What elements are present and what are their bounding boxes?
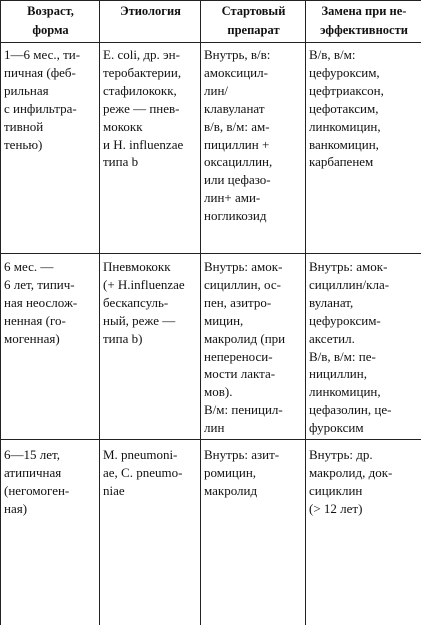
cell-age-form: 1—6 мес., ти- пичная (феб- рильная с инфильтра- тивной тенью) bbox=[1, 43, 100, 254]
header-starting-drug: Стартовый препарат bbox=[201, 1, 306, 43]
table-row bbox=[1, 440, 421, 625]
header-age-form: Возраст, форма bbox=[1, 1, 100, 43]
table-row bbox=[1, 254, 421, 440]
cell-starting-drug: Внутрь: азит- ромицин, макролид bbox=[201, 440, 306, 625]
cell-etiology: E. coli, др. эн- теробактерии, стафилококк, реже — пнев- мококк и H. influenzae типа b bbox=[100, 43, 201, 254]
header-etiology: Этиология bbox=[100, 1, 201, 43]
cell-age-form: 6 мес. — 6 лет, типич- ная неослож- ненная (го- могенная) bbox=[1, 254, 100, 440]
header-replacement-if-ineffective: Замена при не- эффективности bbox=[306, 1, 421, 43]
cell-age-form: 6—15 лет, атипичная (негомоген- ная) bbox=[1, 440, 100, 625]
cell-starting-drug: Внутрь: амок- сициллин, ос- пен, азитро- мицин, макролид (при непереноси- мости лакта- мов). В/м: пеницил- лин bbox=[201, 254, 306, 440]
cell-replacement: Внутрь: амок- сициллин/кла- вуланат, цефуроксим- аксетил. В/в, в/м: пе- нициллин, линкомицин, цефазолин, це- фуроксим bbox=[306, 254, 421, 440]
table-header-row bbox=[1, 1, 421, 43]
cell-replacement: Внутрь: др. макролид, док- сициклин (> 12 лет) bbox=[306, 440, 421, 625]
cell-replacement: В/в, в/м: цефуроксим, цефтриаксон, цефотаксим, линкомицин, ванкомицин, карбапенем bbox=[306, 43, 421, 254]
cell-etiology: M. pneumoni- ae, C. pneumo- niae bbox=[100, 440, 201, 625]
table-row bbox=[1, 43, 421, 254]
cell-etiology: Пневмококк (+ H.influenzae бескапсуль- ный, реже — типа b) bbox=[100, 254, 201, 440]
cell-starting-drug: Внутрь, в/в: амоксицил- лин/ клавуланат в/в, в/м: ам- пициллин + оксациллин, или цефазо- лин+ ами- ногликозид bbox=[201, 43, 306, 254]
